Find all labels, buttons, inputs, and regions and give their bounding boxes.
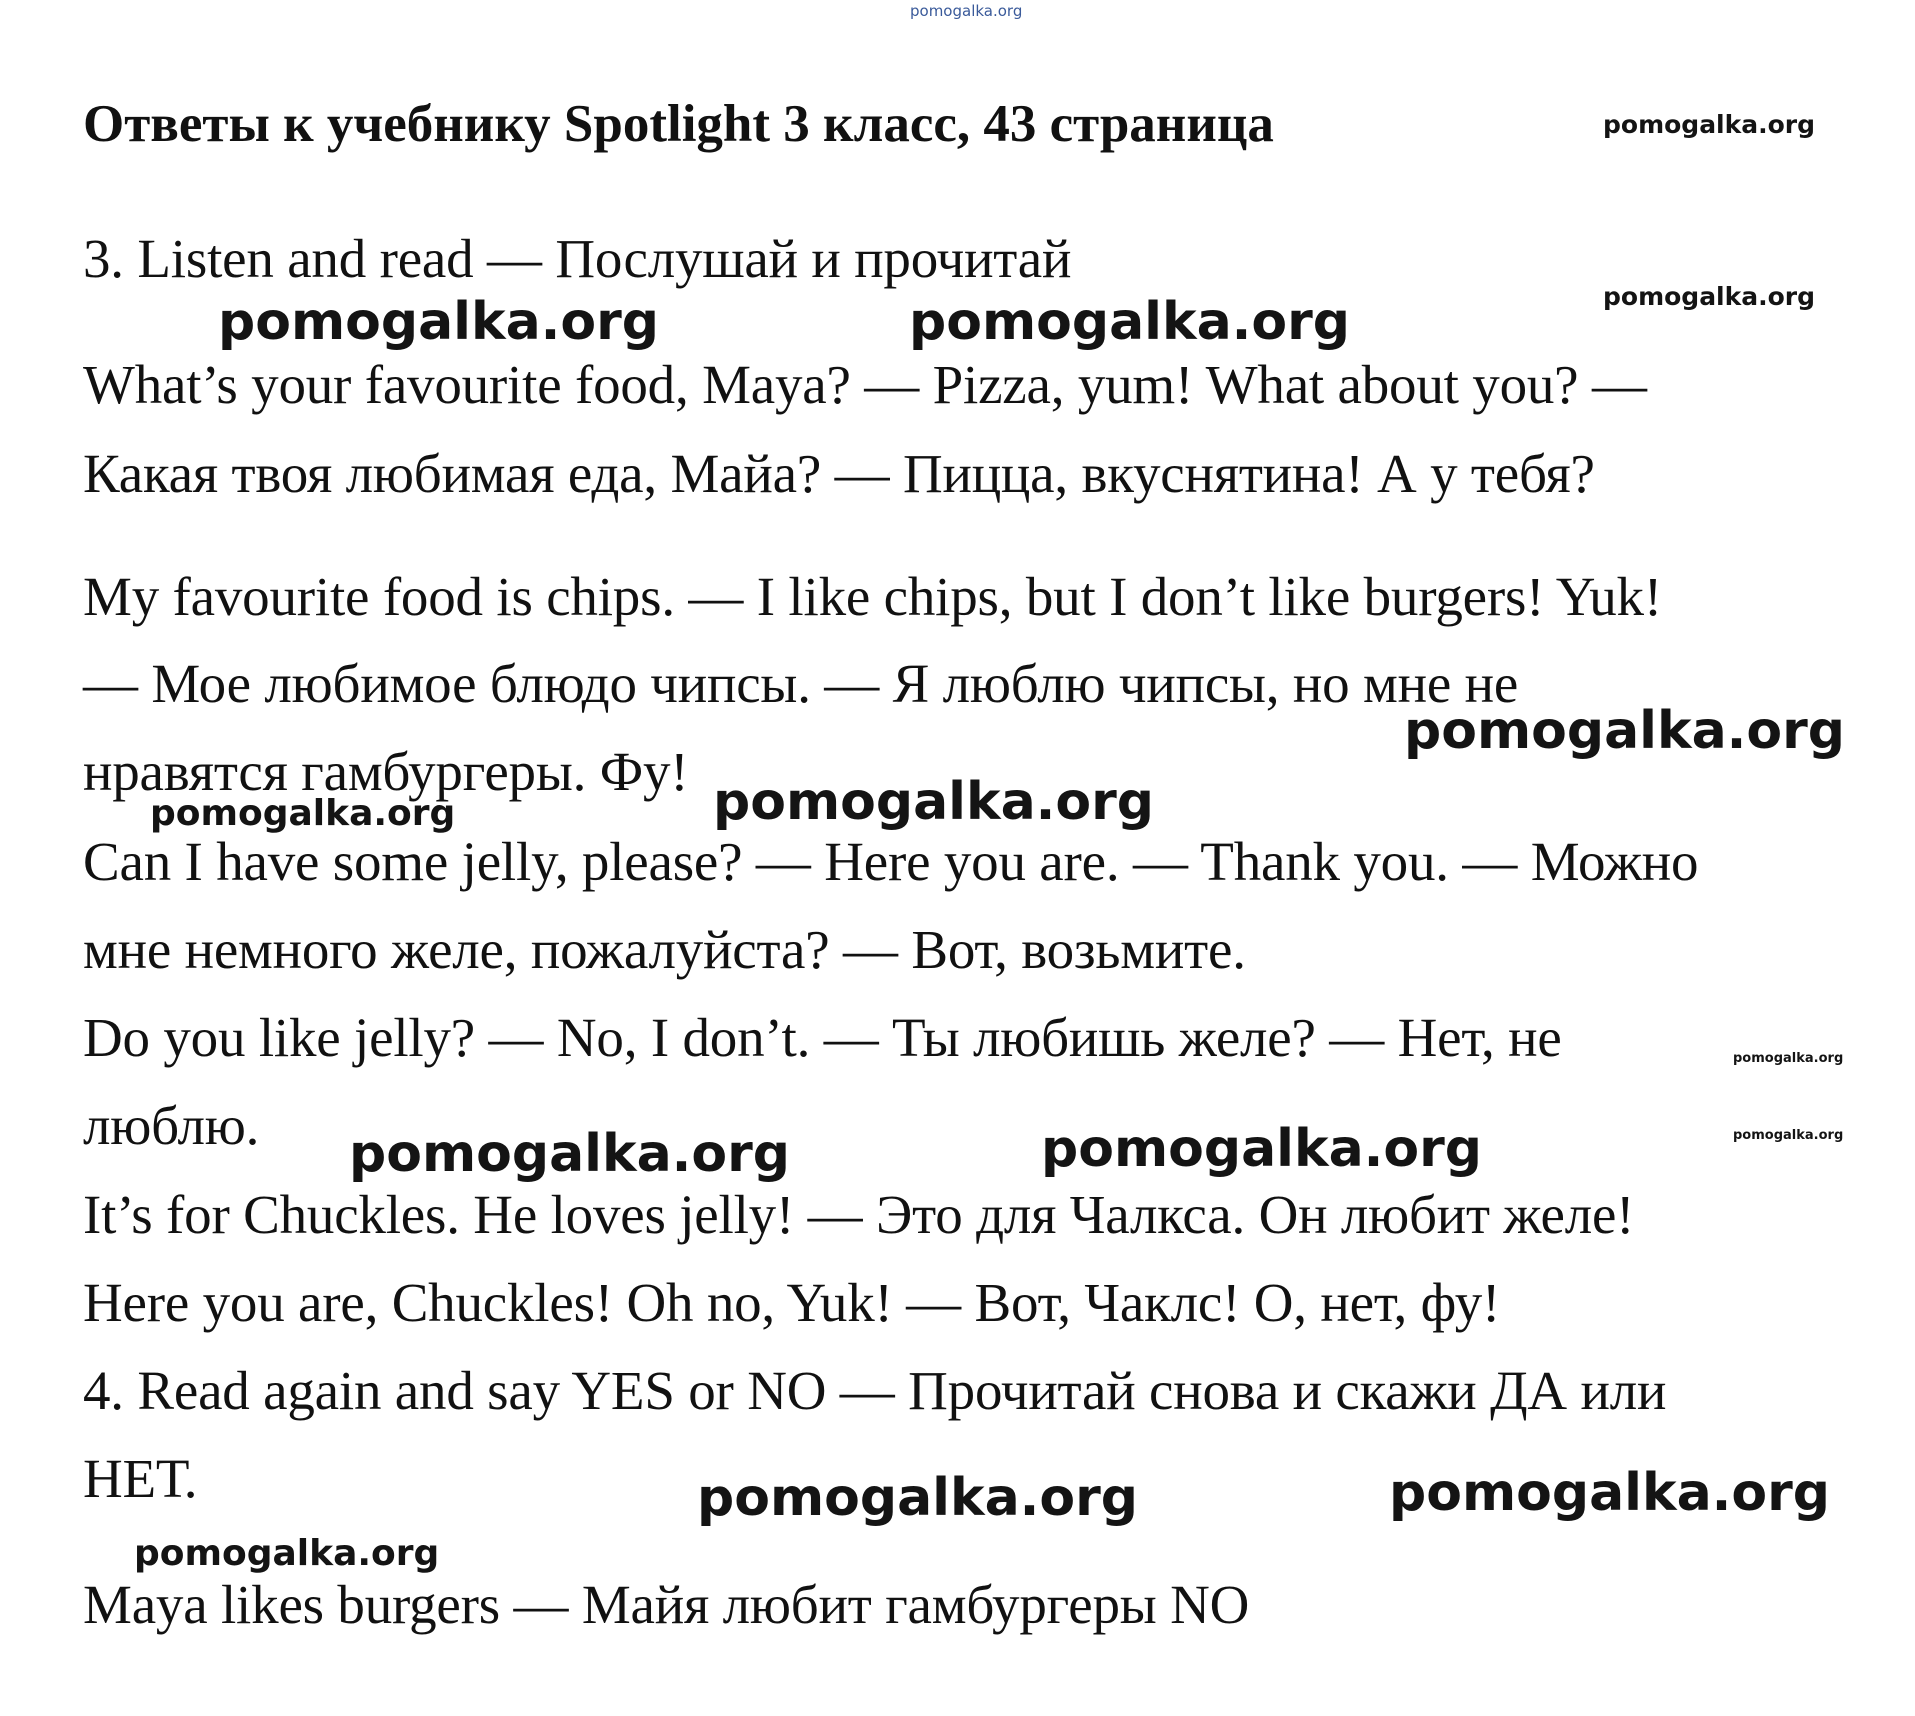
- text-line: Do you like jelly? — No, I don’t. — Ты любишь желе? — Нет, не: [83, 1007, 1562, 1068]
- text-line: Can I have some jelly, please? — Here you are. — Thank you. — Можно: [83, 831, 1699, 892]
- text-line: 4. Read again and say YES or NO — Прочитай снова и скажи ДА или: [83, 1360, 1667, 1421]
- watermark: pomogalka.org: [134, 1533, 440, 1574]
- watermark-header-right: pomogalka.org: [1603, 110, 1816, 139]
- watermark: pomogalka.org: [1603, 282, 1816, 311]
- watermark: pomogalka.org: [349, 1124, 791, 1184]
- watermark: pomogalka.org: [909, 292, 1351, 352]
- watermark: pomogalka.org: [1404, 701, 1846, 761]
- text-line: Maya likes burgers — Майя любит гамбургеры NO: [83, 1574, 1250, 1635]
- watermark: pomogalka.org: [218, 292, 660, 352]
- watermark: pomogalka.org: [1389, 1463, 1831, 1523]
- text-line: мне немного желе, пожалуйста? — Вот, возьмите.: [83, 919, 1246, 980]
- text-line: It’s for Chuckles. He loves jelly! — Это для Чалкса. Он любит желе!: [83, 1184, 1635, 1245]
- text-line: — Мое любимое блюдо чипсы. — Я люблю чипсы, но мне не: [83, 653, 1519, 714]
- text-line: What’s your favourite food, Maya? — Pizza, yum! What about you? —: [83, 354, 1647, 415]
- watermark: pomogalka.org: [713, 772, 1155, 832]
- text-line: Какая твоя любимая еда, Майа? — Пицца, вкуснятина! А у тебя?: [83, 443, 1595, 504]
- watermark: pomogalka.org: [1733, 1051, 1844, 1066]
- watermark: pomogalka.org: [1041, 1119, 1483, 1179]
- text-line: My favourite food is chips. — I like chips, but I don’t like burgers! Yuk!: [83, 566, 1662, 627]
- text-line: люблю.: [83, 1095, 260, 1156]
- watermark: pomogalka.org: [1733, 1128, 1844, 1143]
- text-line: нравятся гамбургеры. Фу!: [83, 741, 689, 802]
- watermark: pomogalka.org: [150, 793, 456, 834]
- watermark: pomogalka.org: [697, 1468, 1139, 1528]
- page-title: Ответы к учебнику Spotlight 3 класс, 43 страница: [83, 95, 1274, 153]
- text-line: 3. Listen and read — Послушай и прочитай: [83, 228, 1072, 289]
- text-line: Here you are, Chuckles! Oh no, Yuk! — Вот, Чаклс! О, нет, фу!: [83, 1272, 1501, 1333]
- text-line: НЕТ.: [83, 1448, 198, 1509]
- watermark-top: pomogalka.org: [910, 2, 1023, 20]
